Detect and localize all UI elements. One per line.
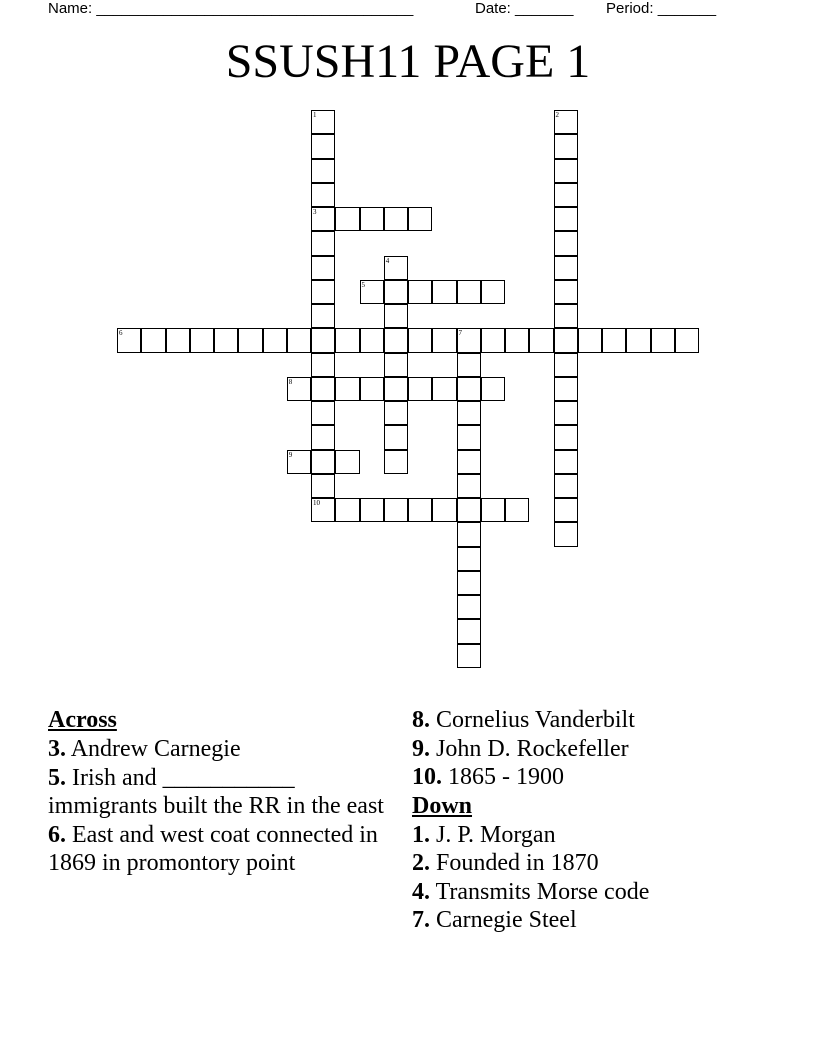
grid-cell[interactable] xyxy=(481,280,505,304)
grid-cell[interactable] xyxy=(457,377,481,401)
grid-cell[interactable] xyxy=(311,401,335,425)
clue-text: Irish and ___________ immigrants built the RR in the east xyxy=(48,764,384,819)
grid-cell[interactable] xyxy=(554,377,578,401)
clue-number-label: 1 xyxy=(313,111,317,119)
grid-cell[interactable] xyxy=(408,207,432,231)
clue-number: 7. xyxy=(412,907,430,933)
clue-number-label: 7 xyxy=(458,329,462,338)
clues-left-column xyxy=(48,706,400,878)
clue-number-label: 10 xyxy=(313,499,320,507)
grid-cell[interactable] xyxy=(675,328,699,352)
grid-cell[interactable] xyxy=(457,450,481,474)
clue-text: John D. Rockefeller xyxy=(436,735,629,762)
grid-cell[interactable] xyxy=(360,207,384,231)
clue-number-label: 9 xyxy=(288,450,293,459)
grid-cell[interactable] xyxy=(554,280,578,304)
grid-cell[interactable] xyxy=(432,280,456,304)
grid-cell[interactable] xyxy=(311,159,335,183)
clue-text: East and west coat connected in 1869 in promontory point xyxy=(48,821,378,876)
grid-cell[interactable] xyxy=(335,328,359,352)
clue-number: 1. xyxy=(412,821,430,848)
grid-cell[interactable] xyxy=(384,353,408,377)
grid-cell[interactable] xyxy=(554,134,578,158)
grid-cell[interactable] xyxy=(335,377,359,401)
clue-number-label: 3 xyxy=(313,208,317,216)
clue-number: 10. xyxy=(412,764,442,790)
clue-across-8 xyxy=(412,706,772,735)
grid-cell[interactable] xyxy=(384,377,408,401)
grid-cell[interactable] xyxy=(214,328,238,352)
grid-cell[interactable] xyxy=(554,401,578,425)
grid-cell[interactable] xyxy=(432,328,456,352)
grid-cell[interactable] xyxy=(457,474,481,498)
grid-cell[interactable] xyxy=(505,498,529,522)
grid-cell[interactable] xyxy=(505,328,529,352)
grid-cell[interactable] xyxy=(384,280,408,304)
clue-number: 5. xyxy=(48,764,66,791)
grid-cell[interactable] xyxy=(311,377,335,401)
grid-cell[interactable] xyxy=(457,353,481,377)
grid-cell[interactable] xyxy=(384,328,408,352)
grid-cell[interactable] xyxy=(311,353,335,377)
clue-down-7 xyxy=(412,906,772,935)
grid-cell[interactable] xyxy=(554,304,578,328)
clue-text: Carnegie Steel xyxy=(436,907,577,933)
grid-cell[interactable] xyxy=(457,571,481,595)
clue-number: 9. xyxy=(412,735,430,762)
grid-cell[interactable] xyxy=(408,498,432,522)
clue-number-label: 6 xyxy=(119,329,123,338)
grid-cell[interactable] xyxy=(166,328,190,352)
date-field-label[interactable]: Date: _______ xyxy=(475,0,574,17)
grid-cell[interactable] xyxy=(554,498,578,522)
grid-cell[interactable] xyxy=(457,595,481,619)
grid-cell[interactable] xyxy=(481,328,505,352)
grid-cell[interactable] xyxy=(554,474,578,498)
grid-cell[interactable] xyxy=(384,450,408,474)
grid-cell[interactable] xyxy=(263,328,287,352)
grid-cell[interactable] xyxy=(481,498,505,522)
period-field-label[interactable]: Period: _______ xyxy=(606,0,717,17)
grid-cell[interactable] xyxy=(335,207,359,231)
clue-number-label: 2 xyxy=(555,111,559,119)
clue-down-2 xyxy=(412,849,772,878)
clue-number: 6. xyxy=(48,821,66,848)
clue-across-9 xyxy=(412,735,772,764)
grid-cell[interactable] xyxy=(311,183,335,207)
clue-across-10 xyxy=(412,763,772,792)
grid-cell[interactable] xyxy=(457,547,481,571)
grid-cell[interactable] xyxy=(190,328,214,352)
grid-cell[interactable] xyxy=(360,328,384,352)
grid-cell[interactable] xyxy=(457,522,481,546)
grid-cell[interactable] xyxy=(360,377,384,401)
grid-cell[interactable] xyxy=(481,377,505,401)
grid-cell[interactable] xyxy=(554,183,578,207)
grid-cell[interactable] xyxy=(360,498,384,522)
grid-cell[interactable] xyxy=(384,207,408,231)
grid-cell[interactable] xyxy=(311,328,335,352)
grid-cell[interactable] xyxy=(311,304,335,328)
name-field-label[interactable]: Name: ______________________________________ xyxy=(48,0,414,17)
grid-cell[interactable] xyxy=(384,304,408,328)
grid-cell[interactable] xyxy=(384,401,408,425)
grid-cell[interactable] xyxy=(554,207,578,231)
grid-cell[interactable] xyxy=(311,280,335,304)
grid-cell[interactable] xyxy=(408,280,432,304)
clue-text: Transmits Morse code xyxy=(435,878,650,905)
grid-cell[interactable] xyxy=(311,474,335,498)
grid-cell[interactable] xyxy=(311,256,335,280)
grid-cell[interactable] xyxy=(287,328,311,352)
grid-cell[interactable] xyxy=(554,522,578,546)
clues-right-column xyxy=(412,706,772,935)
clue-number-label: 8 xyxy=(288,377,293,386)
grid-cell[interactable] xyxy=(602,328,626,352)
grid-cell[interactable] xyxy=(554,231,578,255)
clue-down-1 xyxy=(412,821,772,850)
clue-number-label: 4 xyxy=(385,256,390,265)
clue-number: 3. xyxy=(48,736,66,762)
page-title: SSUSH11 PAGE 1 xyxy=(225,35,591,88)
grid-cell[interactable] xyxy=(457,644,481,668)
clue-text: Andrew Carnegie xyxy=(70,736,241,762)
grid-cell[interactable] xyxy=(651,328,675,352)
grid-cell[interactable] xyxy=(554,328,578,352)
grid-cell[interactable] xyxy=(408,328,432,352)
down-heading: Down xyxy=(412,792,473,819)
clue-number: 4. xyxy=(412,878,430,905)
grid-cell[interactable] xyxy=(457,280,481,304)
grid-cell[interactable] xyxy=(554,450,578,474)
across-heading: Across xyxy=(48,707,117,733)
clue-text: Cornelius Vanderbilt xyxy=(436,707,635,733)
grid-cell[interactable] xyxy=(457,425,481,449)
clue-number: 8. xyxy=(412,707,430,733)
clue-across-3 xyxy=(48,735,400,764)
clue-across-5 xyxy=(48,764,400,821)
grid-cell[interactable] xyxy=(554,425,578,449)
grid-cell[interactable] xyxy=(311,450,335,474)
clue-across-6 xyxy=(48,821,400,878)
grid-cell[interactable] xyxy=(311,425,335,449)
grid-cell[interactable] xyxy=(457,401,481,425)
grid-cell[interactable] xyxy=(432,498,456,522)
grid-cell[interactable] xyxy=(408,377,432,401)
grid-cell[interactable] xyxy=(432,377,456,401)
grid-cell[interactable] xyxy=(457,619,481,643)
grid-cell[interactable] xyxy=(529,328,553,352)
grid-cell[interactable] xyxy=(335,498,359,522)
grid-cell[interactable] xyxy=(626,328,650,352)
grid-cell[interactable] xyxy=(384,498,408,522)
grid-cell[interactable] xyxy=(238,328,262,352)
grid-cell[interactable] xyxy=(457,498,481,522)
clue-number: 2. xyxy=(412,850,430,876)
grid-cell[interactable] xyxy=(554,159,578,183)
grid-cell[interactable] xyxy=(311,134,335,158)
clue-number-label: 5 xyxy=(361,280,365,289)
clue-down-4 xyxy=(412,878,772,907)
grid-cell[interactable] xyxy=(141,328,165,352)
clue-text: Founded in 1870 xyxy=(436,850,599,876)
clue-text: J. P. Morgan xyxy=(436,821,556,848)
clue-text: 1865 - 1900 xyxy=(448,764,564,790)
grid-cell[interactable] xyxy=(335,450,359,474)
grid-cell[interactable] xyxy=(554,353,578,377)
grid-cell[interactable] xyxy=(578,328,602,352)
grid-cell[interactable] xyxy=(384,425,408,449)
grid-cell[interactable] xyxy=(554,256,578,280)
grid-cell[interactable] xyxy=(311,231,335,255)
